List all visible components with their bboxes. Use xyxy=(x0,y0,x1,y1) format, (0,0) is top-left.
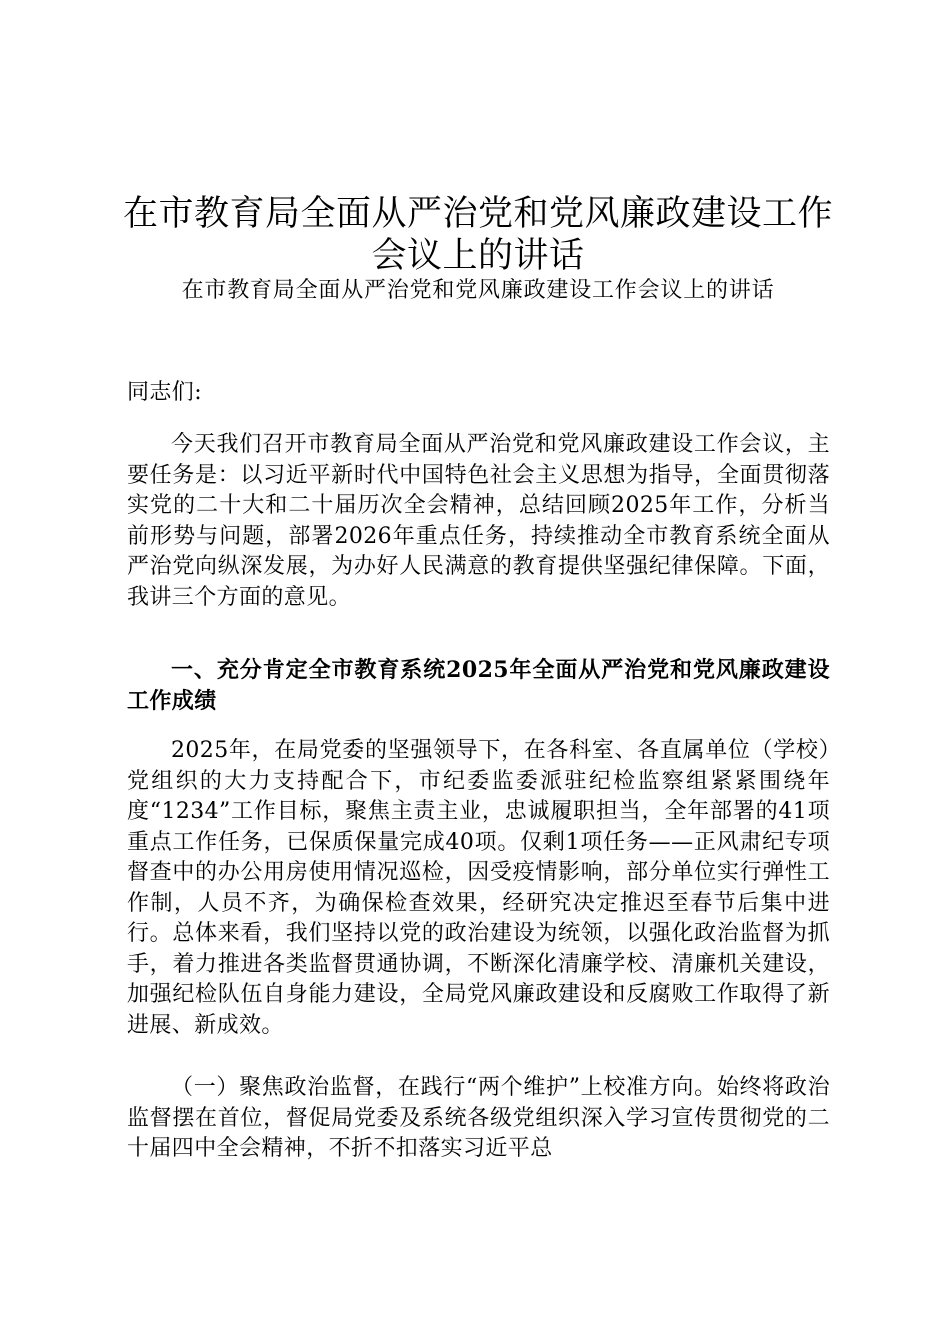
paragraph-achievements-2025: 2025年，在局党委的坚强领导下，在各科室、各直属单位（学校）党组织的大力支持配合下，市纪委监委派驻纪检监察组紧紧围绕年度“1234”工作目标，聚焦主责主业，忠诚履职担当，全年部署的41项重点工作任务，已保质保量完成40项。仅剩1项任务——正风肃纪专项督查中的办公用房使用情况巡检，因受疫情影响，部分单位实行弹性工作制，人员不齐，为确保检查效果，经研究决定推迟至春节后集中进行。总体来看，我们坚持以党的政治建设为统领，以强化政治监督为抓手，着力推进各类监督贯通协调，不断深化清廉学校、清廉机关建设，加强纪检队伍自身能力建设，全局党风廉政建设和反腐败工作取得了新进展、新成效。 xyxy=(127,738,830,1038)
salutation: 同志们: xyxy=(127,380,203,405)
section-heading-1: 一、充分肯定全市教育系统2025年全面从严治党和党风廉政建设工作成绩 xyxy=(127,657,830,714)
paragraph-intro: 今天我们召开市教育局全面从严治党和党风廉政建设工作会议，主要任务是：以习近平新时代中国特色社会主义思想为指导，全面贯彻落实党的二十大和二十届历次全会精神，总结回顾2025年工作，分析当前形势与问题，部署2026年重点任务，持续推动全市教育系统全面从严治党向纵深发展，为办好人民满意的教育提供坚强纪律保障。下面，我讲三个方面的意见。 xyxy=(127,432,830,610)
document-title: 在市教育局全面从严治党和党风廉政建设工作会议上的讲话 xyxy=(122,194,833,277)
document-subtitle: 在市教育局全面从严治党和党风廉政建设工作会议上的讲话 xyxy=(181,278,775,303)
paragraph-subsection-1: （一）聚焦政治监督，在践行“两个维护”上校准方向。始终将政治监督摆在首位，督促局党委及系统各级党组织深入学习宣传贯彻党的二十届四中全会精神，不折不扣落实习近平总 xyxy=(127,1075,830,1161)
